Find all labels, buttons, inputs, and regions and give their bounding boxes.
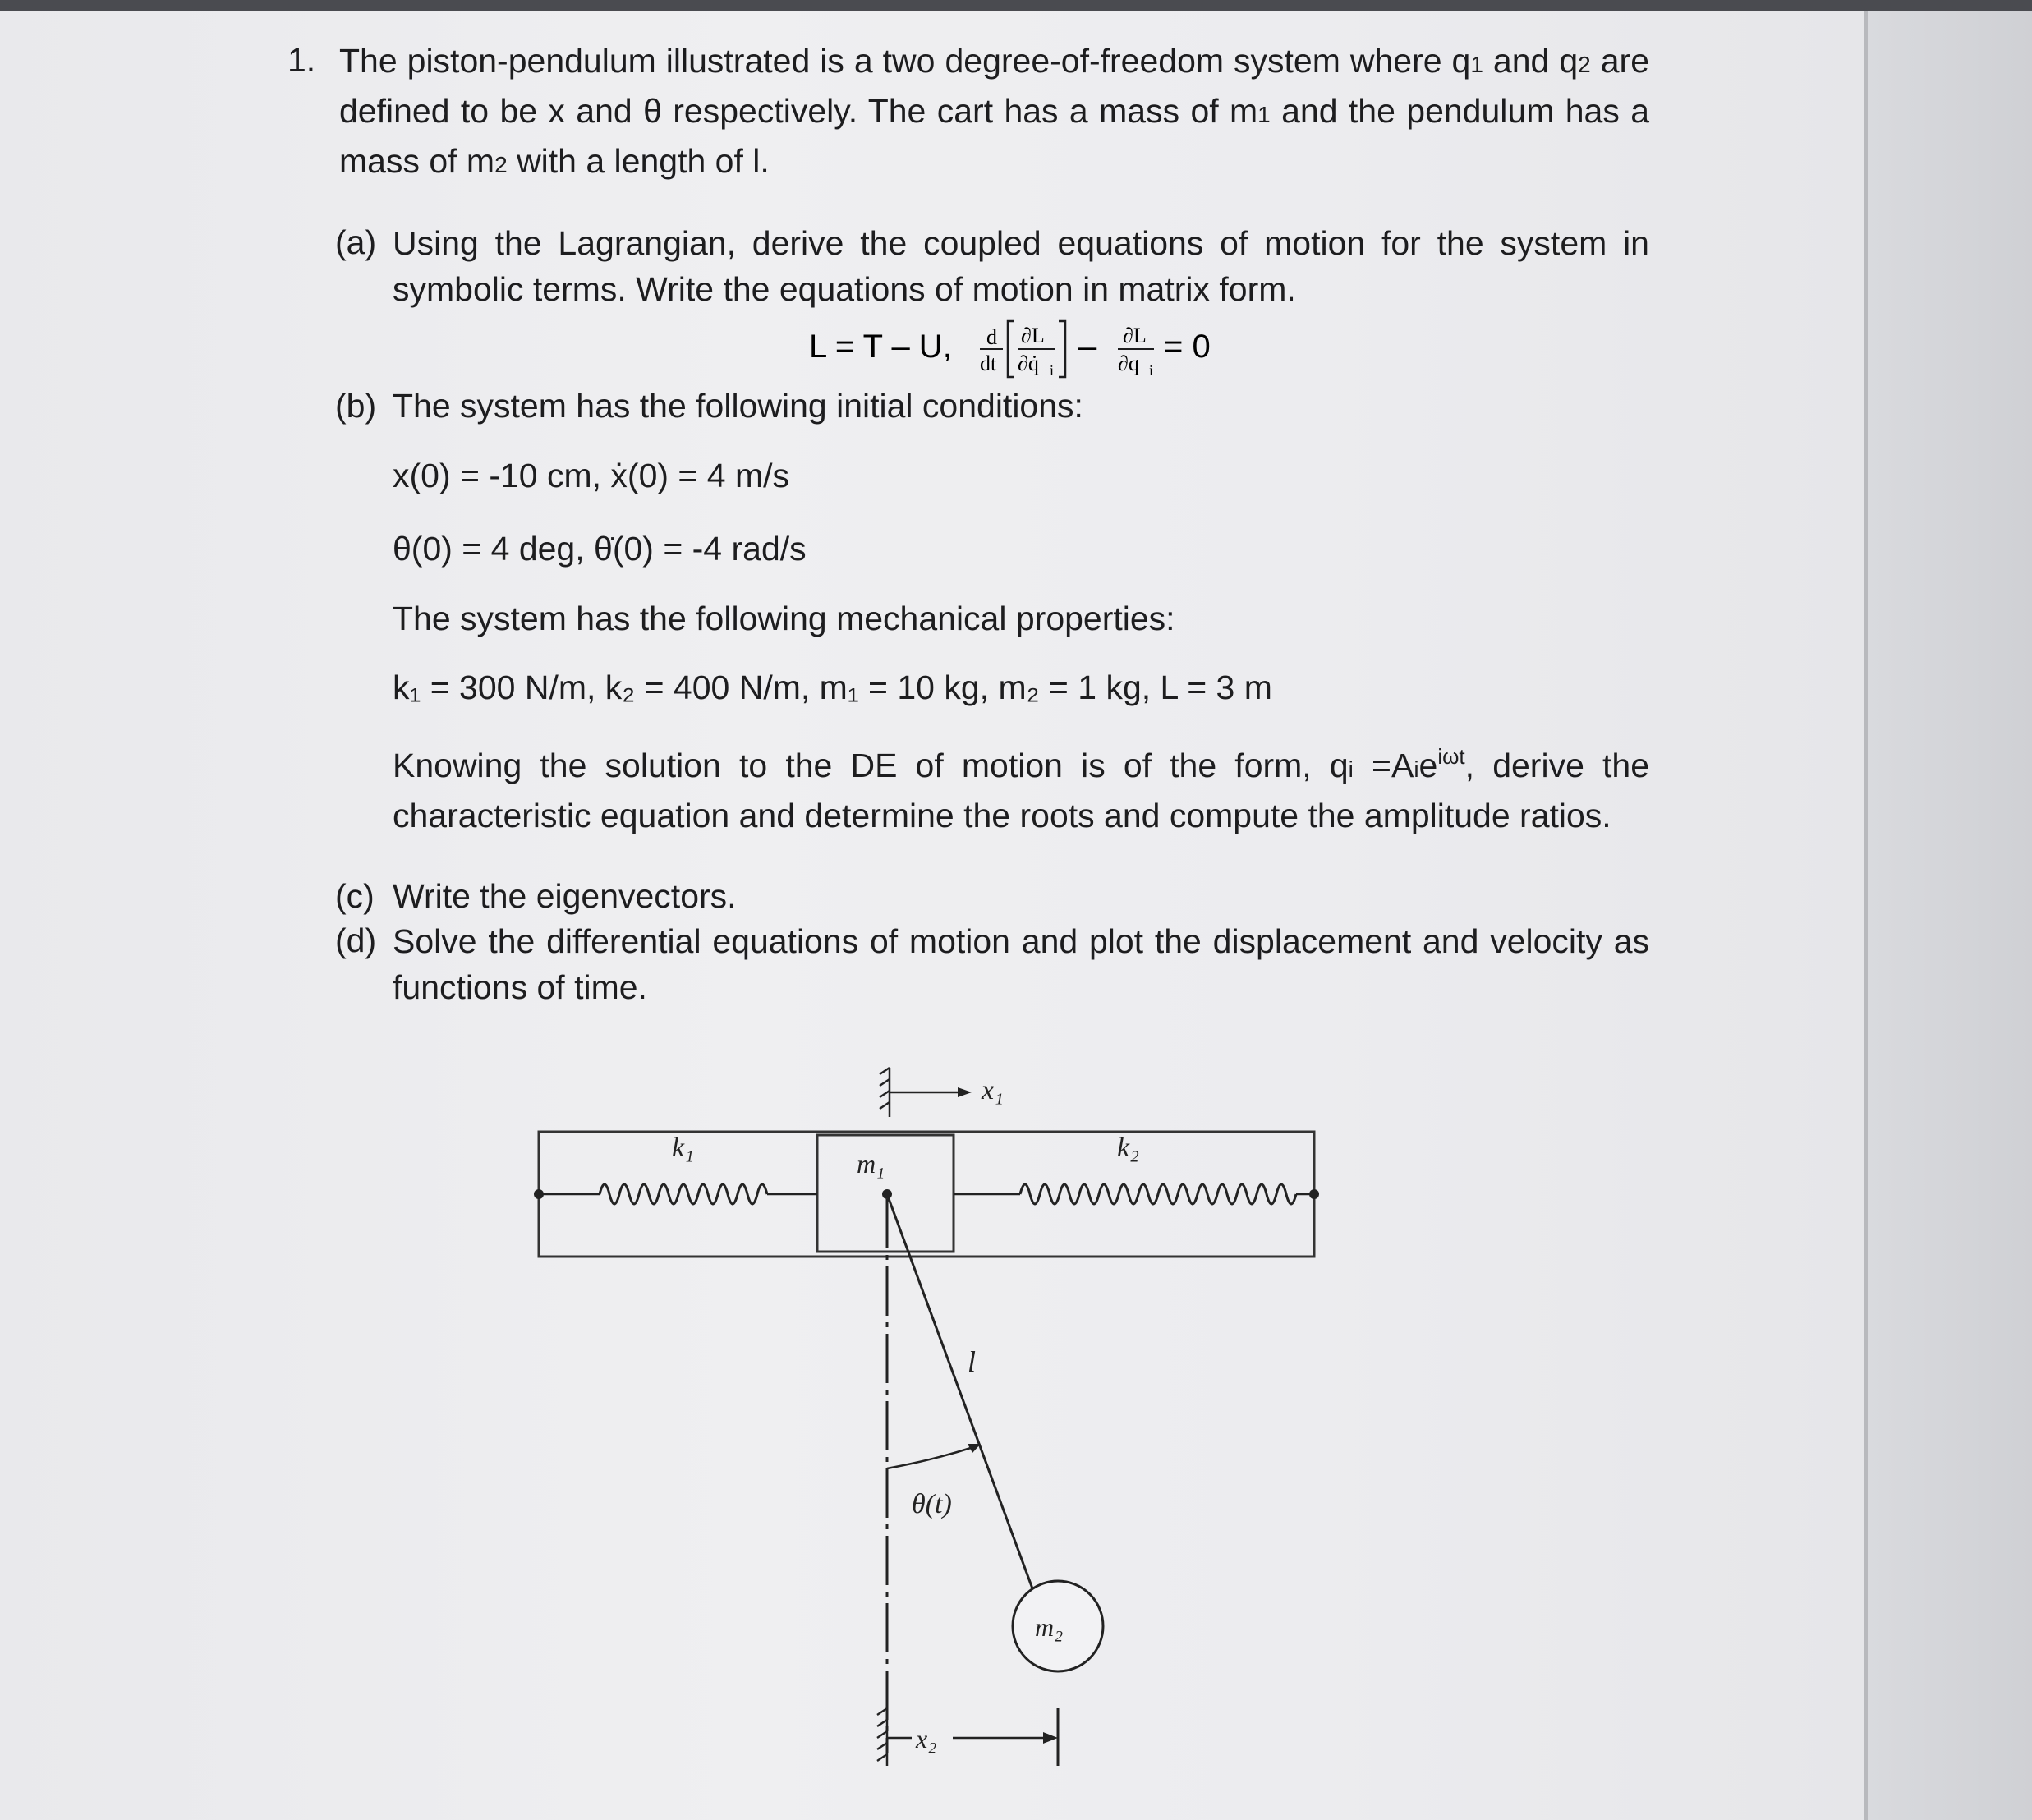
theta-arc: [887, 1447, 973, 1468]
bracket-left: [1008, 321, 1014, 377]
formula-d: d: [986, 325, 997, 349]
formula-lhs: L = T – U,: [809, 329, 952, 365]
bracket-right: [1059, 321, 1065, 377]
initial-condition-theta: θ(0) = 4 deg, θ̇(0) = -4 rad/s: [393, 530, 807, 568]
top-wall-hatch: [880, 1068, 890, 1117]
formula-dq: ∂q: [1118, 352, 1139, 375]
bottom-wall-hatch: [877, 1708, 887, 1766]
part-a-text: Using the Lagrangian, derive the coupled equations of motion for the system in symbolic terms. Write the equations of motion in matrix form.: [393, 224, 1649, 308]
part-a-label: (a): [335, 223, 377, 261]
m1-label: m₁: [857, 1149, 885, 1179]
top-bar: [0, 0, 2032, 11]
length-label: l: [968, 1345, 977, 1378]
x2-label: x₂: [916, 1724, 937, 1753]
formula-dL: ∂L: [1021, 324, 1045, 347]
formula-rhs: = 0: [1164, 329, 1211, 365]
part-d-label: (d): [335, 921, 377, 959]
right-anchor: [1309, 1189, 1319, 1199]
theta-label: θ(t): [912, 1489, 952, 1519]
x2-arrow-head: [1043, 1732, 1058, 1744]
formula-i-2: i: [1149, 362, 1154, 379]
part-c-label: (c): [335, 877, 375, 915]
part-c-text: Write the eigenvectors.: [393, 877, 737, 915]
formula-i-1: i: [1050, 362, 1055, 379]
spring-k2: [1020, 1184, 1296, 1204]
part-b-label: (b): [335, 387, 377, 425]
right-margin-strip: [1864, 11, 2032, 1820]
formula-dL-2: ∂L: [1123, 324, 1147, 347]
m2-label: m₂: [1035, 1612, 1064, 1642]
lagrange-formula: [809, 316, 1236, 382]
part-b-intro: The system has the following initial conditions:: [393, 387, 1083, 425]
piston-pendulum-diagram: [493, 1051, 1396, 1782]
k2-label: k₂: [1117, 1133, 1139, 1163]
x1-arrow-head: [958, 1087, 972, 1097]
part-d-text: Solve the differential equations of motion and plot the displacement and velocity as functions of time.: [393, 922, 1649, 1006]
properties-intro: The system has the following mechanical properties:: [393, 600, 1175, 637]
formula-minus: –: [1078, 329, 1097, 365]
formula-dt: dt: [980, 352, 997, 375]
mechanical-properties: k₁ = 300 N/m, k₂ = 400 N/m, m₁ = 10 kg, m₂ = 1 kg, L = 3 m: [393, 669, 1272, 706]
formula-dqdot: ∂q̇: [1018, 352, 1039, 375]
spring-k1: [600, 1184, 767, 1204]
x1-label: x₁: [982, 1075, 1004, 1105]
solution-form-text: Knowing the solution to the DE of motion is of the form, qi =Aie$^{i\omega t}$, derive the characteristic equation and determine the roots and compute the amplitude ratios.: [393, 744, 1650, 834]
k1-label: k₁: [672, 1133, 694, 1163]
initial-condition-x: x(0) = -10 cm, ẋ(0) = 4 m/s: [393, 457, 789, 494]
question-intro: The piston-pendulum illustrated is a two degree-of-freedom system where q1 and q2 are defined to be x and θ respectively. The cart has a mass of m1 and the pendulum has a mass of m2 with a length of l.: [339, 42, 1650, 180]
question-number: 1.: [287, 41, 316, 79]
